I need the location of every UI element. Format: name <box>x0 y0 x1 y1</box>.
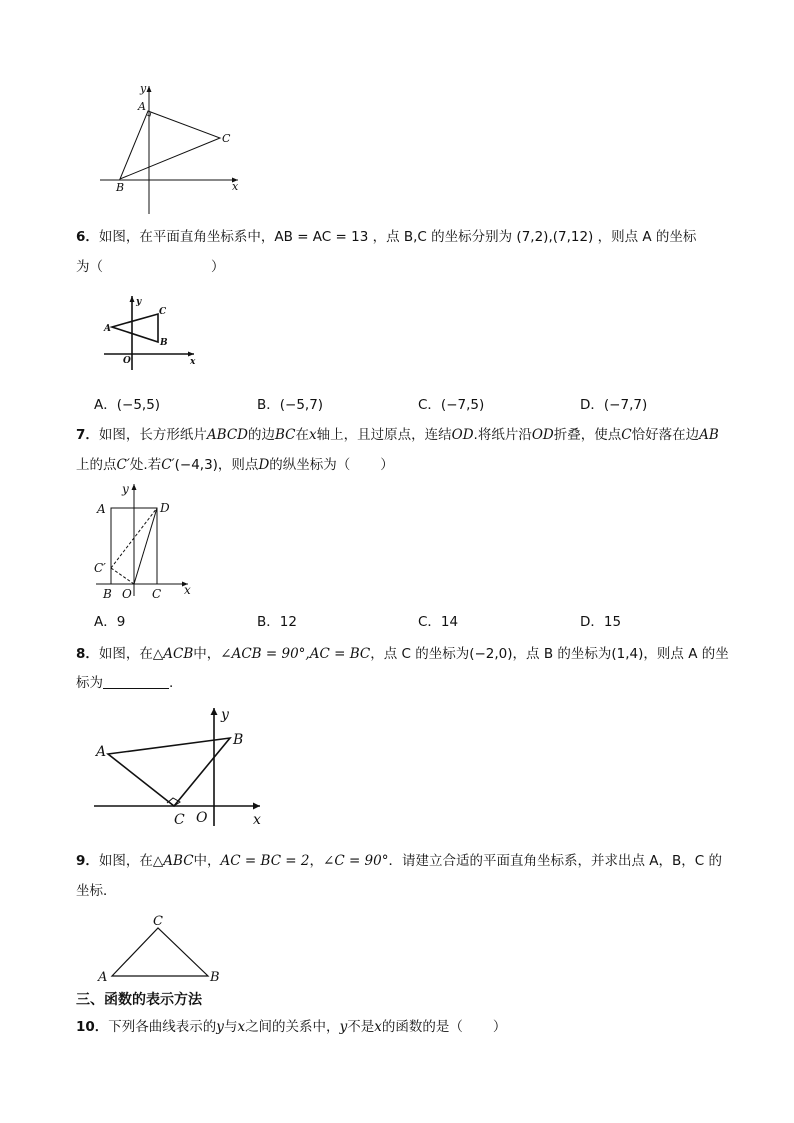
question-9-line2 <box>76 881 117 901</box>
question-number: 6． <box>76 229 99 245</box>
figure-q8 <box>88 702 270 830</box>
math: D <box>258 457 270 473</box>
text: 下列各曲线表示的 <box>108 1019 217 1035</box>
q7-option-b[interactable]: B．12 <box>257 614 297 630</box>
text: 如图，在 <box>98 646 153 662</box>
q7-option-c[interactable]: C．14 <box>418 614 459 630</box>
text: 轴上，且过原点，连结 <box>316 427 452 443</box>
math: AC = BC = 2 <box>220 853 310 869</box>
math: y <box>339 1019 348 1035</box>
text: 坐标． <box>76 883 117 899</box>
text: . <box>169 675 174 691</box>
fig8-label-b: B <box>233 732 244 748</box>
text: ，点 C 的坐标为 <box>370 646 470 662</box>
text: 的边 <box>247 427 275 443</box>
math: x <box>374 1019 382 1035</box>
fig8-label-x: x <box>253 812 261 828</box>
text: ，则点 A 的坐 <box>643 646 729 662</box>
text: (−4,3)，则点 <box>174 457 259 473</box>
text: 如图，在 <box>98 853 153 869</box>
fig7-label-o: O <box>122 587 132 601</box>
question-8-line1 <box>76 644 729 664</box>
text: 在 <box>295 427 309 443</box>
math: ABCD <box>206 427 248 443</box>
q7-option-a[interactable]: A．9 <box>94 614 126 630</box>
math: AB <box>699 427 719 443</box>
question-7-line2 <box>76 455 394 475</box>
fig8-label-y: y <box>221 707 229 723</box>
fig6-label-b: B <box>160 338 168 348</box>
fig5-label-b: B <box>116 181 125 194</box>
text: .将纸片沿 <box>473 427 532 443</box>
fig5-label-x: x <box>232 180 239 193</box>
question-6-line1 <box>76 227 696 247</box>
math: x <box>237 1019 246 1035</box>
text: 如图，长方形纸片 <box>98 427 207 443</box>
answer-blank[interactable] <box>103 674 169 689</box>
fig9-label-a: A <box>98 970 108 985</box>
text: 恰好落在边 <box>631 427 700 443</box>
fig8-label-a: A <box>96 744 107 760</box>
fig8-label-o: O <box>196 810 208 826</box>
math: y <box>216 1019 224 1035</box>
fig8-label-c: C <box>174 812 185 828</box>
text: 不是 <box>347 1019 375 1035</box>
math: C′ <box>161 457 175 473</box>
math: △ACB <box>152 646 194 662</box>
text: 中， <box>193 853 221 869</box>
q7-option-d[interactable]: D．15 <box>580 614 622 630</box>
text: 与 <box>223 1019 238 1035</box>
figure-q6 <box>100 292 204 374</box>
fig7-label-y: y <box>122 482 129 496</box>
question-9-line1 <box>76 851 722 871</box>
figure-q9 <box>94 910 228 986</box>
fig6-label-a: A <box>104 324 111 334</box>
text: 的函数的是（ <box>381 1019 463 1035</box>
figure-q7 <box>92 480 200 602</box>
q6-option-a[interactable]: A．(−5,5) <box>94 397 161 413</box>
text: ） <box>492 1019 507 1035</box>
text: 中， <box>193 646 221 662</box>
fig7-label-d: D <box>160 501 170 515</box>
math: C <box>621 427 632 443</box>
fig6-label-c: C <box>159 307 167 317</box>
q6-option-c[interactable]: C．(−7,5) <box>418 397 485 413</box>
q6-option-b[interactable]: B．(−5,7) <box>257 397 324 413</box>
fig7-label-a: A <box>97 502 106 516</box>
fig9-label-b: B <box>210 970 220 985</box>
fig5-label-y: y <box>140 82 147 95</box>
question-7-line1 <box>76 425 719 445</box>
fig7-label-c: C <box>152 587 162 601</box>
question-6-text: 如图，在平面直角坐标系中，AB = AC = 13 ，点 B,C 的坐标分别为 (7,2),(7,12) ，则点 A 的坐标 <box>98 229 697 245</box>
question-number: 10． <box>76 1019 109 1035</box>
question-6-text: ） <box>211 259 225 275</box>
fig7-label-cprime: C′ <box>94 561 106 575</box>
fig9-label-c: C <box>153 914 163 929</box>
fig5-label-a: A <box>138 100 146 113</box>
math: OD <box>531 427 554 443</box>
question-8-line2 <box>76 673 173 693</box>
question-10-line1 <box>76 1017 506 1037</box>
text: ．请建立合适的平面直角坐标系，并求出点 A，B，C 的 <box>388 853 722 869</box>
text: ， <box>309 853 324 869</box>
fig7-label-x: x <box>184 583 191 597</box>
question-number: 9． <box>76 853 99 869</box>
text: ，点 B 的坐标为 <box>512 646 612 662</box>
math: x <box>309 427 317 443</box>
math: (1,4) <box>611 646 644 662</box>
figure-q5 <box>96 82 246 216</box>
question-6-line2 <box>76 257 225 277</box>
math: C′ <box>116 457 130 473</box>
text: 折叠，使点 <box>553 427 622 443</box>
math: BC <box>274 427 296 443</box>
text: 的纵坐标为（ <box>269 457 351 473</box>
question-6-text: 为（ <box>76 259 103 275</box>
fig6-label-x: x <box>190 357 196 367</box>
fig6-label-y: y <box>136 297 142 307</box>
q6-option-d[interactable]: D．(−7,7) <box>580 397 648 413</box>
fig5-label-c: C <box>222 132 231 145</box>
question-number: 7． <box>76 427 99 443</box>
math: (−2,0) <box>469 646 513 662</box>
text: 之间的关系中， <box>245 1019 340 1035</box>
math: ∠ACB = 90°,AC = BC <box>220 646 371 662</box>
text: 上的点 <box>76 457 117 473</box>
math: OD <box>451 427 474 443</box>
math: △ABC <box>152 853 194 869</box>
text: 处.若 <box>129 457 162 473</box>
fig6-label-o: O <box>123 356 131 366</box>
text: ） <box>380 457 394 473</box>
math: ∠C = 90° <box>323 853 389 869</box>
question-number: 8． <box>76 646 99 662</box>
text: 标为 <box>76 675 103 691</box>
fig7-label-b: B <box>103 587 112 601</box>
section-heading: 三、函数的表示方法 <box>76 992 202 1008</box>
